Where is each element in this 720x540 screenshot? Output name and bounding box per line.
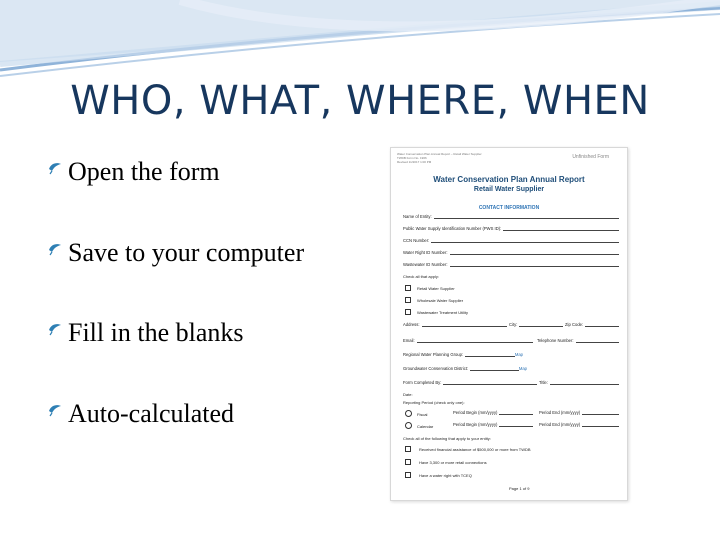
field-gcd: Groundwater Conservation District: Map	[403, 366, 527, 371]
checkbox-wastewater	[405, 309, 411, 315]
label-retail: Retail Water Supplier	[417, 286, 455, 291]
field-phone: Telephone Number:	[537, 338, 619, 343]
field-pws: Public Water Supply Identification Number (PWS ID):	[403, 226, 619, 231]
field-email: Email:	[403, 338, 533, 343]
page-number: Page 1 of 9	[509, 486, 530, 491]
bullet-text: Save to your computer	[68, 238, 305, 267]
label-financial-assistance: Received financial assistance of $500,000 or more from TWDB	[419, 447, 531, 452]
form-thumbnail	[390, 147, 628, 501]
label-fiscal: Fiscal	[417, 412, 428, 417]
form-stamp: Unfinished Form	[572, 154, 609, 160]
header-swoosh-decoration	[0, 0, 720, 90]
form-title: Water Conservation Plan Annual Report	[433, 175, 585, 184]
field-title: Title:	[539, 380, 619, 385]
slide-title: WHO, WHAT, WHERE, WHEN	[70, 78, 650, 124]
checkbox-water-right	[405, 472, 411, 478]
label-check-following: Check all of the following that apply to your entity:	[403, 436, 491, 441]
field-wastewater: Wastewater ID Number:	[403, 262, 619, 267]
checkbox-financial-assistance	[405, 446, 411, 452]
field-entity: Name of Entity:	[403, 214, 619, 219]
form-section-contact: CONTACT INFORMATION	[478, 205, 540, 211]
bullet-text: Fill in the blanks	[68, 318, 244, 347]
bullet-text: Open the form	[68, 157, 220, 186]
label-date: Date:	[403, 392, 413, 397]
radio-calendar	[405, 422, 412, 429]
checkbox-retail	[405, 285, 411, 291]
bullet-text: Auto-calculated	[68, 399, 235, 428]
field-completed-by: Form Completed By:	[403, 380, 537, 385]
field-city: City:	[509, 322, 563, 327]
bullet-icon	[46, 401, 68, 427]
form-subtitle: Retail Water Supplier	[473, 186, 545, 193]
bullet-item-auto-calculated	[46, 394, 234, 434]
bullet-item-open-form	[46, 152, 220, 192]
bullet-icon	[46, 240, 68, 266]
label-wastewater-utility: Wastewater Treatment Utility	[417, 310, 468, 315]
field-period-end-fiscal: Period End (mm/yyyy)	[539, 410, 619, 415]
form-header-text: Water Conservation Plan Annual Report – Retail Water Supplier TWDB Form No. 1966 Revised 11/2017 1:00 PM	[397, 152, 482, 164]
bullet-icon	[46, 159, 68, 185]
field-period-begin-calendar: Period Begin (mm/yyyy)	[453, 422, 533, 427]
label-calendar: Calendar	[417, 424, 434, 429]
field-zip: Zip Code:	[565, 322, 619, 327]
link-gcd-map: Map	[518, 366, 527, 371]
radio-fiscal	[405, 410, 412, 417]
label-retail-connections: Have 3,300 or more retail connections	[419, 460, 487, 465]
checkbox-wholesale	[405, 297, 411, 303]
field-ccn: CCN Number:	[403, 238, 619, 243]
label-wholesale: Wholesale Water Supplier	[417, 298, 464, 303]
bullet-icon	[46, 320, 68, 346]
field-period-end-calendar: Period End (mm/yyyy)	[539, 422, 619, 427]
label-reporting-period: Reporting Period (check only one):	[403, 400, 465, 405]
link-rwp-map: Map	[514, 352, 523, 357]
field-rwp-group: Regional Water Planning Group: Map	[403, 352, 523, 357]
label-water-right-tceq: Have a water right with TCEQ	[419, 473, 472, 478]
field-water-right: Water Right ID Number:	[403, 250, 619, 255]
field-address: Address:	[403, 322, 507, 327]
field-period-begin-fiscal: Period Begin (mm/yyyy)	[453, 410, 533, 415]
checkbox-retail-connections	[405, 459, 411, 465]
label-check-all: Check all that apply:	[403, 274, 440, 279]
bullet-item-save	[46, 233, 304, 273]
bullet-item-fill-blanks	[46, 313, 244, 353]
